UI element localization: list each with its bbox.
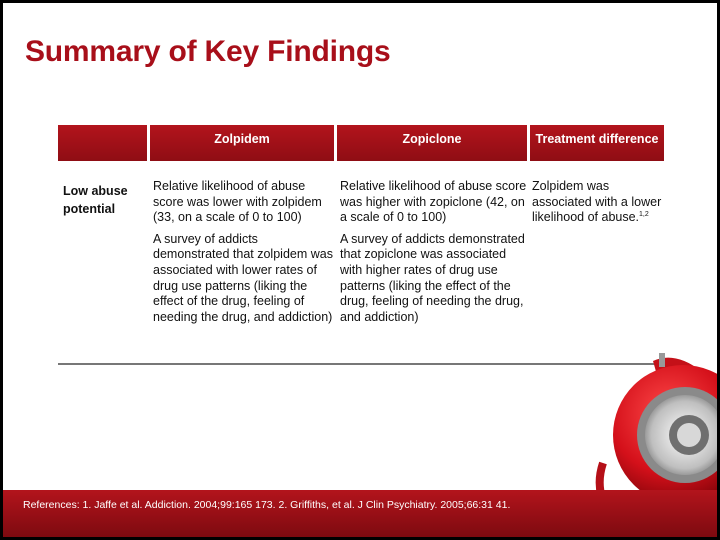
header-cell-empty xyxy=(58,125,147,161)
footer-band xyxy=(3,490,717,537)
zolpidem-point-1: Relative likelihood of abuse score was lower with zolpidem (33, on a scale of 0 to 100) xyxy=(153,179,322,225)
cell-zopiclone xyxy=(340,179,530,331)
row-label-low-abuse: Low abuse potential xyxy=(63,184,128,216)
slide-title: Summary of Key Findings xyxy=(25,35,391,68)
references: References: 1. Jaffe et al. Addiction. 2004;99:165 173. 2. Griffiths, et al. J Clin Psychiatry. 2005;66:31 41. xyxy=(23,499,511,511)
zolpidem-point-2: A survey of addicts demonstrated that zolpidem was associated with lower rates of drug use patterns (liking the effect of the drug, feeling of needing the drug, and addiction) xyxy=(153,231,333,324)
header-treatment-difference: Treatment difference xyxy=(530,125,664,161)
header-zolpidem: Zolpidem xyxy=(150,125,334,161)
difference-text: Zolpidem was associated with a lower likelihood of abuse. xyxy=(532,179,662,225)
slide xyxy=(3,3,717,537)
header-zopiclone: Zopiclone xyxy=(337,125,527,161)
cell-treatment-difference xyxy=(532,179,664,226)
zopiclone-point-1: Relative likelihood of abuse score was higher with zopiclone (42, on a scale of 0 to 100) xyxy=(340,179,527,225)
zopiclone-point-2: A survey of addicts demonstrated that zopiclone was associated with higher rates of drug use patterns (liking the effect of the drug, feeling of needing the drug, and addiction) xyxy=(340,231,525,324)
table-header xyxy=(58,125,664,161)
difference-reference: 1,2 xyxy=(639,211,649,219)
cell-zolpidem xyxy=(153,179,335,331)
